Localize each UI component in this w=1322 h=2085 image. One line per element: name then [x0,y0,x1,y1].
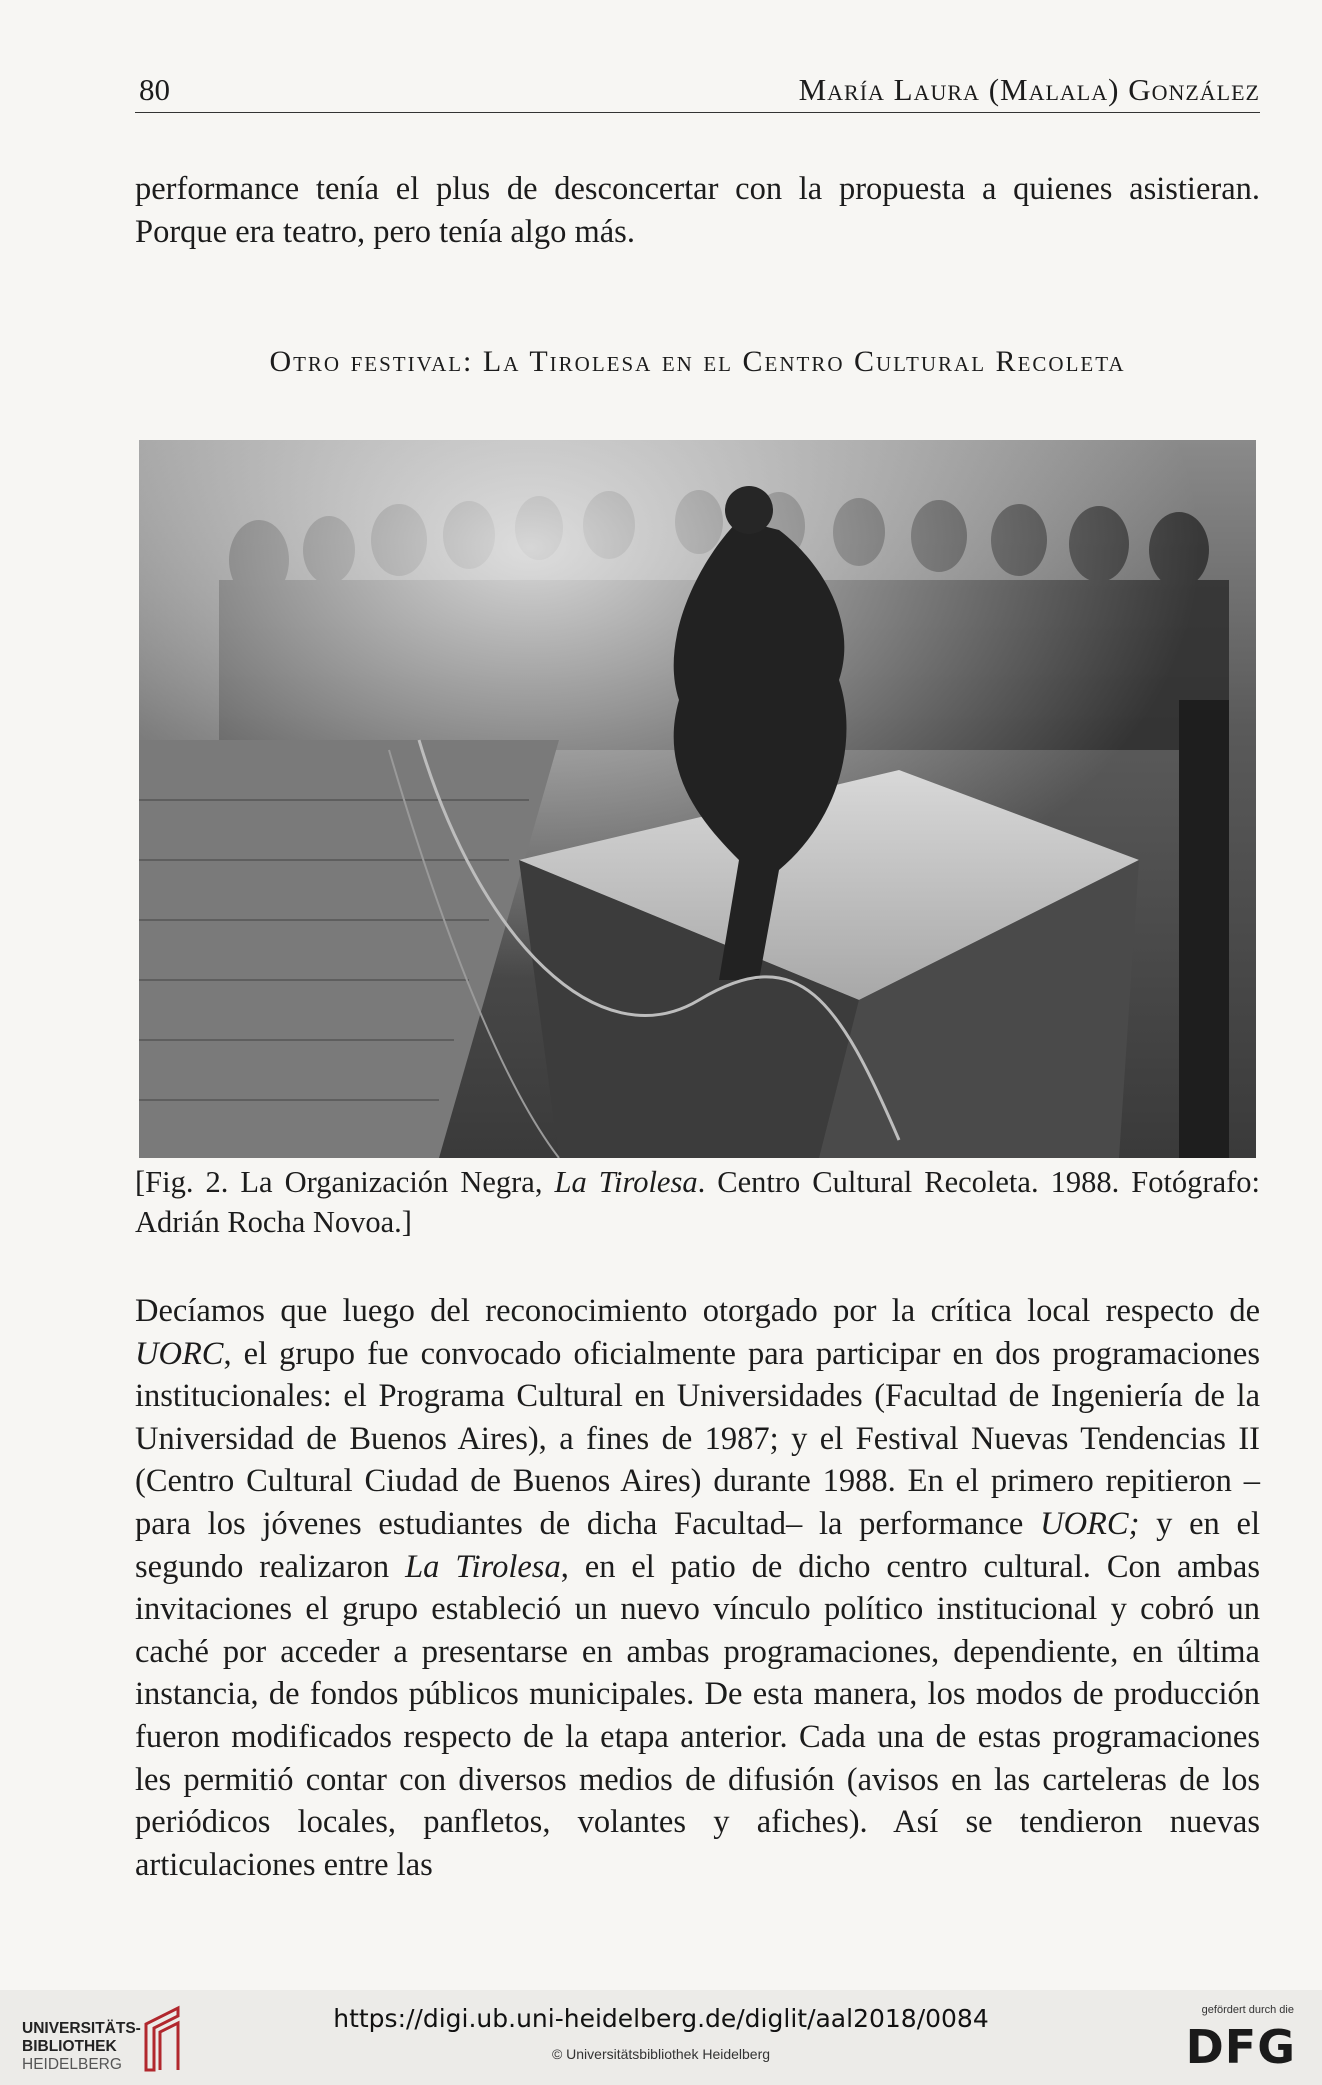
text-run: y en el segundo realizaron [135,1505,1260,1585]
running-head: María Laura (Malala) González [798,72,1260,107]
page-number: 80 [139,72,170,107]
performance-photo-icon [139,440,1256,1158]
text-run: Decíamos que luego del reconocimiento otorgado por la crítica local respecto de [135,1293,1260,1329]
caption-prefix: [Fig. 2. La Organización Negra, [135,1165,555,1199]
paragraph-text [135,1290,1260,1886]
caption-title: La Tirolesa [554,1165,698,1199]
figure-caption [135,1162,1260,1242]
italic-run: La Tirolesa [405,1548,561,1585]
footer-copyright: © Universitätsbibliothek Heidelberg [551,2046,771,2062]
dfg-logo: DFG [1185,2020,1296,2074]
library-name-line: UNIVERSITÄTS- [22,2020,141,2037]
library-name-line: BIBLIOTHEK [22,2038,117,2055]
paragraph-main [135,1290,1260,1886]
library-name-line: HEIDELBERG [22,2056,122,2073]
paragraph-intro [135,168,1260,253]
italic-run: UORC [135,1335,224,1372]
footer-url-link[interactable]: https://digi.ub.uni-heidelberg.de/diglit/aal2018/0084 [333,2004,989,2033]
text-run: , el grupo fue convocado oficialmente para participar en dos programaciones institucionales: el Programa Cultural en Universidades (Facultad de Ingeniería de la Universidad de Buenos Aires), a fines de 1987; y el Festival Nuevas Tendencias II (Centro Cultural Ciudad de Buenos Aires) durante 1988. En el primero repitieron –para los jóvenes estudiantes de dicha Facultad– la performance [135,1335,1260,1542]
section-heading: Otro festival: La Tirolesa en el Centro Cultural Recoleta [269,345,1126,378]
caption-suffix: . Centro Cultural Recoleta. 1988. Fotógrafo: Adrián Rocha Novoa.] [135,1165,1260,1239]
library-footer [0,1990,1322,2085]
paragraph-text: performance tenía el plus de desconcertar con la propuesta a quienes asistieran. Porque era teatro, pero tenía algo más. [135,171,1260,250]
italic-run: UORC; [1040,1505,1140,1542]
dfg-tagline: gefördert durch die [1201,2004,1294,2016]
figure-photo [139,440,1256,1158]
text-run: , en el patio de dicho centro cultural. Con ambas invitaciones el grupo estableció un nuevo vínculo político institucional y cobró un caché por acceder a presentarse en ambas programaciones, dependiente, en última instancia, de fondos públicos municipales. De esta manera, los modos de producción fueron modificados respecto de la etapa anterior. Cada una de estas programaciones les permitió contar con diversos medios de difusión (avisos en las carteleras de los periódicos locales, panfletos, volantes y afiches). Así se tendieron nuevas articulaciones entre las [135,1548,1260,1883]
page-header [135,68,1260,113]
